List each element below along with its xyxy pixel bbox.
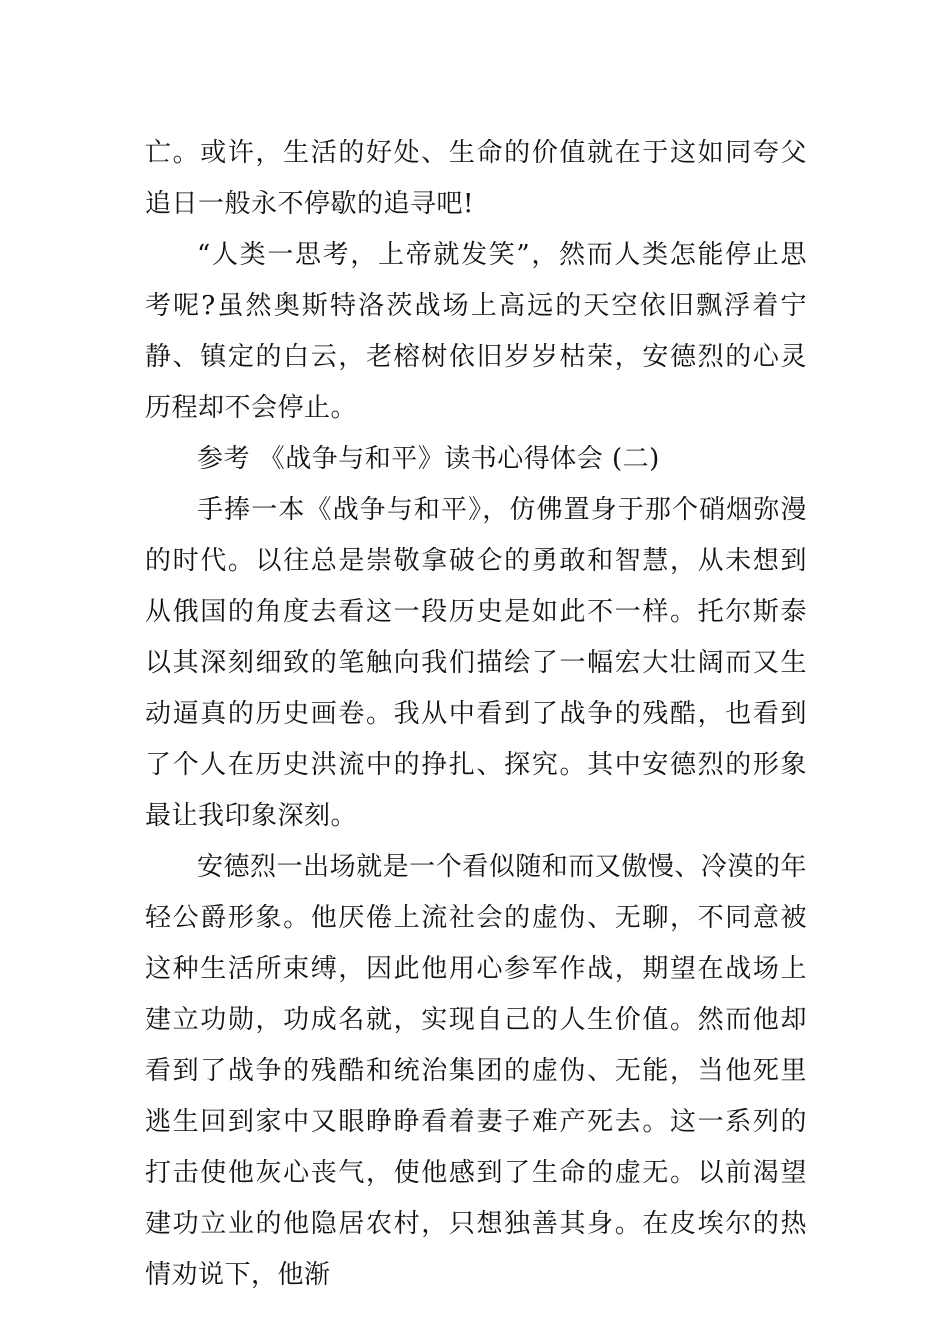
paragraph-thinking: “人类一思考，上帝就发笑”，然而人类怎能停止思考呢?虽然奥斯特洛茨战场上高远的天空依旧飘浮着宁静、镇定的白云，老榕树依旧岁岁枯荣，安德烈的心灵历程却不会停止。 xyxy=(145,240,807,423)
paragraph-intro: 手捧一本《战争与和平》，仿佛置身于那个硝烟弥漫的时代。以往总是崇敬拿破仑的勇敢和智慧，从未想到从俄国的角度去看这一段历史是如此不一样。托尔斯泰以其深刻细致的笔触向我们描绘了一幅宏大壮阔而又生动逼真的历史画卷。我从中看到了战争的残酷，也看到了个人在历史洪流中的挣扎、探究。其中安德烈的形象最让我印象深刻。 xyxy=(145,495,807,831)
document-page xyxy=(145,128,807,1301)
paragraph-continued: 亡。或许，生活的好处、生命的价值就在于这如同夸父追日一般永不停歇的追寻吧! xyxy=(145,138,807,219)
paragraph-andrei: 安德烈一出场就是一个看似随和而又傲慢、冷漠的年轻公爵形象。他厌倦上流社会的虚伪、无聊，不同意被这种生活所束缚，因此他用心参军作战，期望在战场上建立功勋，功成名就，实现自己的人生价值。然而他却看到了战争的残酷和统治集团的虚伪、无能，当他死里逃生回到家中又眼睁睁看着妻子难产死去。这一系列的打击使他灰心丧气，使他感到了生命的虚无。以前渴望建功立业的他隐居农村，只想独善其身。在皮埃尔的热情劝说下，他渐 xyxy=(145,852,807,1290)
section-heading: 参考 《战争与和平》读书心得体会 (二) xyxy=(197,444,660,474)
